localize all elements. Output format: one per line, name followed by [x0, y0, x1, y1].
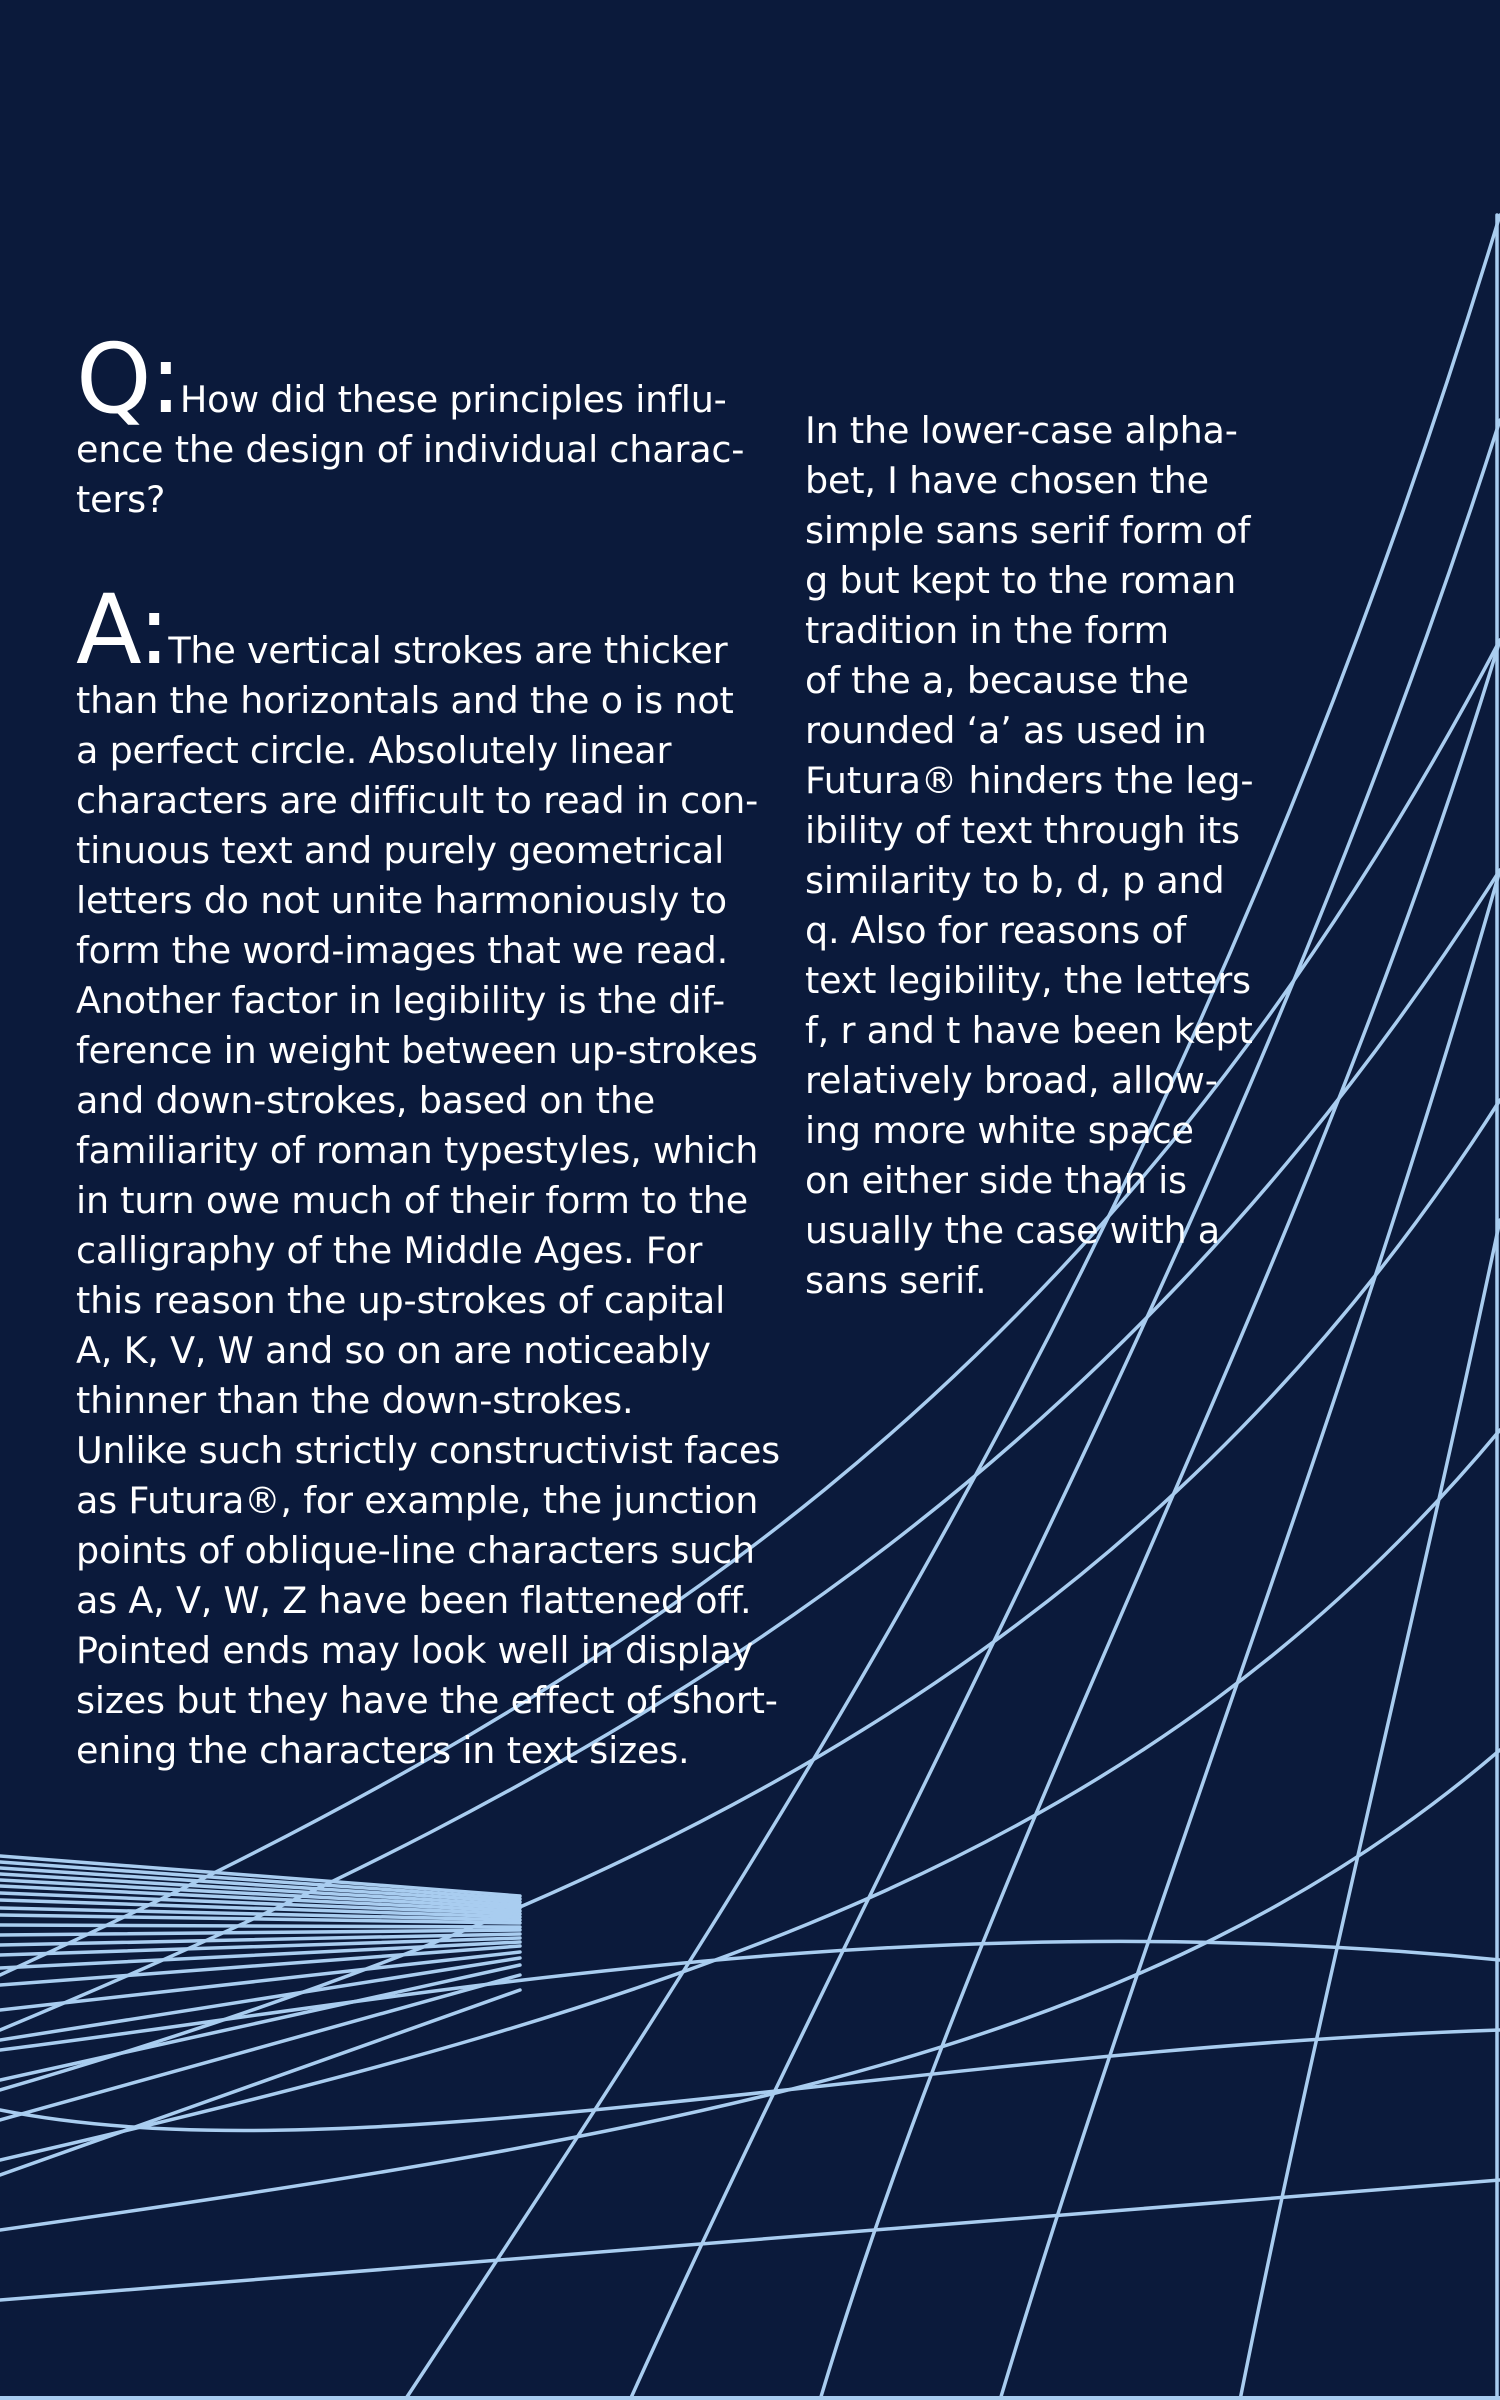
question-text: How did these principles influ- ence the design of individual charac- ters? [76, 378, 745, 521]
grid-sweeping-curve [0, 2030, 1500, 2131]
continuation-text: In the lower-case alpha- bet, I have chosen the simple sans serif form of g but kept to the roman tradition in the form of the a, because the rounded ‘a’ as used in Futura® hinders the leg- ibility of text through its similarity to b, d, p and q. Also for reasons of text legibility, the letters f, r and t have been kept relatively broad, allow- ing more white space on either side than is usually the case with a sans serif. [805, 409, 1254, 1302]
right-column [805, 356, 1405, 1306]
question-marker: Q: [76, 323, 180, 435]
left-column [76, 298, 796, 1850]
answer-paragraph [76, 574, 796, 1776]
grid-horizon-line [0, 1958, 520, 2040]
grid-rising-curve [1240, 1220, 1500, 2400]
page-border-bottom [0, 2396, 1500, 2400]
answer-marker: A: [76, 574, 169, 686]
grid-horizon-line [0, 1925, 520, 1927]
question-paragraph [76, 323, 796, 525]
grid-horizon-line [0, 1990, 520, 2175]
answer-text: The vertical strokes are thicker than the horizontals and the o is not a perfect circle. Absolutely linear characters are difficult to read in con- tinuous text and purely geometrical letters do not unite harmoniously to form the word-images that we read. Another factor in legibility is the dif- ference in weight between up-strokes and down-strokes, based on the familiarity of roman typestyles, which in turn owe much of their form to the calligraphy of the Middle Ages. For this reason the up-strokes of capital A, K, V, W and so on are noticeably thinner than the down-strokes. Unlike such strictly constructivist faces as Futura®, for example, the junction points of oblique-line characters such as A, V, W, Z have been flattened off. Pointed ends may look well in display sizes but they have the effect of short- ening the characters in text sizes. [76, 629, 780, 1772]
